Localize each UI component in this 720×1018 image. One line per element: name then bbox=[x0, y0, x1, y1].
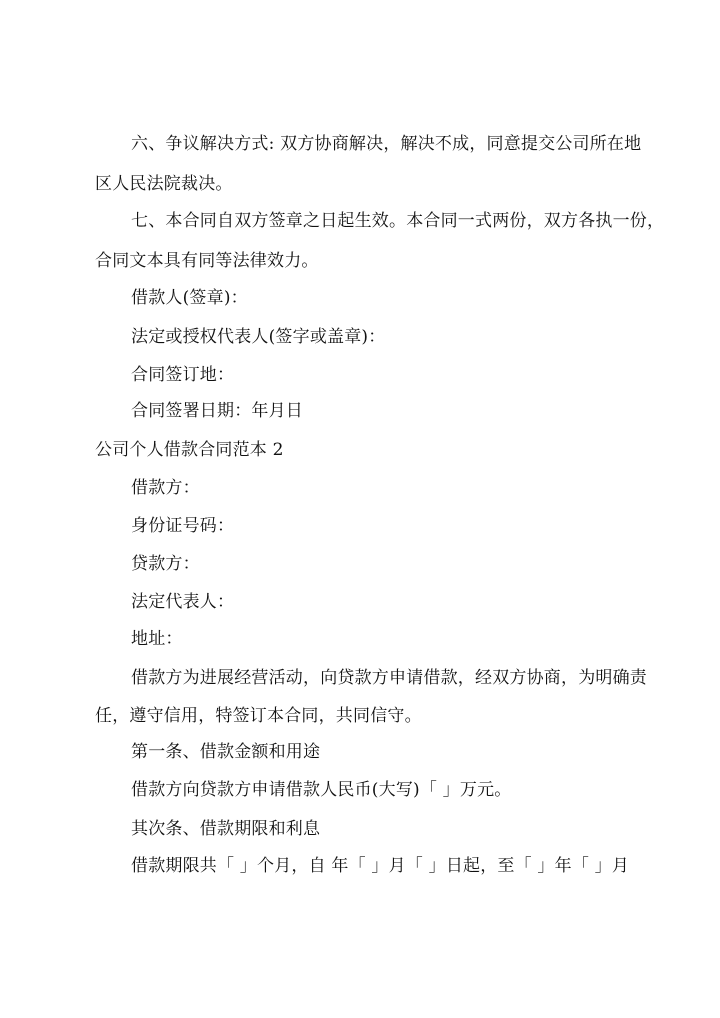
paragraph-line: 借款期限共「 」个月，自 年「 」月「 」日起，至「 」年「 」月 bbox=[131, 856, 630, 876]
signature-line-representative: 法定或授权代表人(签字或盖章)： bbox=[131, 327, 386, 347]
paragraph-line: 区人民法院裁决。 bbox=[95, 174, 233, 194]
paragraph-line: 六、争议解决方式: 双方协商解决，解决不成，同意提交公司所在地 bbox=[131, 134, 642, 154]
field-line-id-number: 身份证号码： bbox=[131, 516, 235, 536]
signing-date-line: 合同签署日期：年月日 bbox=[131, 401, 303, 421]
field-line-address: 地址： bbox=[131, 629, 183, 649]
paragraph-line: 借款方向贷款方申请借款人民币(大写)「 」万元。 bbox=[131, 780, 512, 800]
field-line-borrower: 借款方： bbox=[131, 478, 200, 498]
article-heading: 其次条、借款期限和利息 bbox=[131, 819, 321, 839]
signing-place-line: 合同签订地： bbox=[131, 365, 235, 385]
article-heading: 第一条、借款金额和用途 bbox=[131, 742, 321, 762]
field-line-legal-representative: 法定代表人： bbox=[131, 592, 235, 612]
paragraph-line: 合同文本具有同等法律效力。 bbox=[95, 251, 319, 271]
paragraph-line: 任，遵守信用，特签订本合同，共同信守。 bbox=[95, 706, 422, 726]
field-line-lender: 贷款方： bbox=[131, 554, 200, 574]
section-title: 公司个人借款合同范本 2 bbox=[95, 440, 284, 460]
signature-line-borrower: 借款人(签章)： bbox=[131, 288, 248, 308]
paragraph-line: 借款方为进展经营活动，向贷款方申请借款，经双方协商，为明确责 bbox=[131, 668, 647, 688]
paragraph-line: 七、本合同自双方签章之日起生效。本合同一式两份，双方各执一份， bbox=[131, 211, 665, 231]
